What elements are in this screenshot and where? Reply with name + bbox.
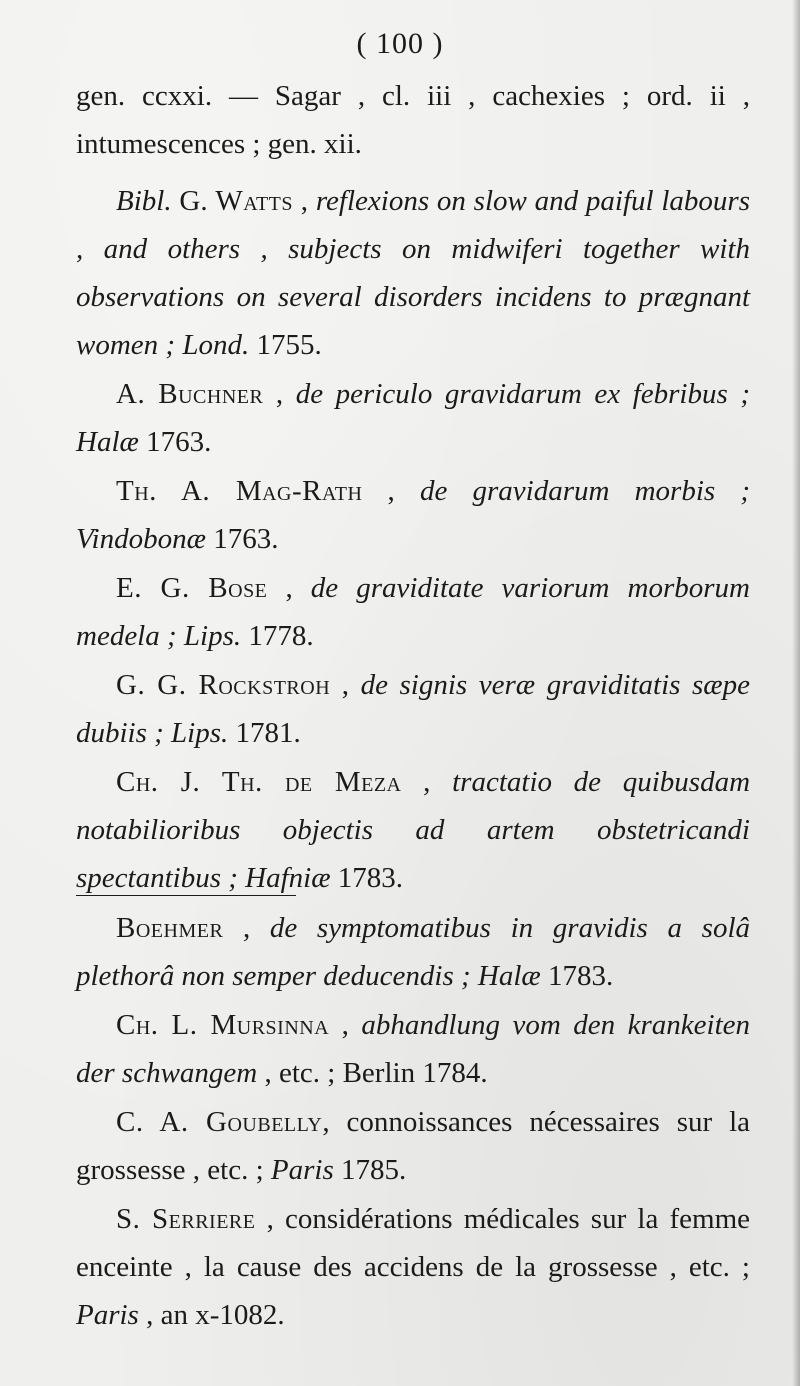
publication-details: , etc. ; Berlin 1784. <box>257 1057 488 1089</box>
bibl-label: Bibl. <box>116 185 172 217</box>
work-title: , considérations médicales sur la femme enceinte , la cause des accidens de la grossesse , etc. ; <box>76 1203 750 1283</box>
author-initial: G. <box>171 185 216 217</box>
author-name: Ch. J. Th. de Meza <box>116 766 402 798</box>
author-name: S. Serriere <box>116 1203 256 1235</box>
work-title: abhandlung vom den krankeiten der schwangem <box>76 1009 751 1089</box>
bibliography-entry-mursinna <box>76 1001 750 1097</box>
author-name: Watts <box>215 185 294 217</box>
publication-year: 1783. <box>330 862 404 894</box>
author-name: G. G. Rockstroh <box>116 669 331 701</box>
publication-year: 1755. <box>249 329 322 361</box>
author-name: A. Buchner <box>116 378 264 410</box>
bibliography-entry-boehmer <box>76 904 750 1000</box>
publication-year: , an x-1082. <box>138 1299 285 1331</box>
bibliography-entry-mag-rath <box>76 467 750 563</box>
bibliography-entry-de-meza <box>76 758 750 902</box>
separator: , <box>263 378 296 410</box>
publication-year: 1763. <box>205 523 279 555</box>
work-title: de periculo gravidarum ex febribus ; Halæ <box>76 378 751 458</box>
page-number: ( 100 ) <box>356 27 444 60</box>
bibliography-entry-bose <box>76 564 750 660</box>
separator: , <box>329 1009 362 1041</box>
bibliography-entry-watts <box>76 177 750 369</box>
classification-paragraph <box>76 72 750 168</box>
separator: , <box>267 572 311 604</box>
page-body <box>76 72 750 1340</box>
bibliography-entry-rockstroh <box>76 661 750 757</box>
classification-text: gen. ccxxi. — Sagar , cl. iii , cachexies ; ord. ii , intumescences ; gen. xii. <box>76 80 750 160</box>
work-title: de gravidarum morbis ; Vindobonæ <box>76 475 751 555</box>
separator: , <box>401 766 453 798</box>
separator: , <box>362 475 420 507</box>
work-title: de symptomatibus in gravidis a solâ plethorâ non semper deducendis ; Halæ <box>76 912 750 992</box>
page-edge-shadow <box>792 0 800 1386</box>
publication-year: 1783. <box>540 960 614 992</box>
separator: , <box>330 669 361 701</box>
publication-place: Paris <box>270 1154 334 1186</box>
author-name: Ch. L. Mursinna <box>116 1009 330 1041</box>
separator: , <box>293 185 316 217</box>
publication-year: 1763. <box>138 426 212 458</box>
author-name: C. A. Goubelly <box>116 1106 323 1138</box>
bibliography-entry-serriere <box>76 1195 750 1339</box>
publication-place: Paris <box>76 1299 139 1331</box>
publication-year: 1781. <box>228 717 301 749</box>
work-title: , connoissances nécessaires sur la grossesse , etc. ; <box>76 1106 750 1186</box>
author-name: Th. A. Mag-Rath <box>116 475 363 507</box>
work-title: reflexions on slow and paiful labours , and others , subjects on midwiferi together with observations on several disorders incidens to prægnant women ; Lond. <box>76 185 750 361</box>
work-title: tractatio de quibusdam notabilioribus objectis ad artem obstetricandi spectantibus ; Hafniæ <box>76 766 751 894</box>
bibliography-entry-buchner <box>76 370 750 466</box>
author-name: Boehmer <box>116 912 224 944</box>
work-title: de signis veræ graviditatis sæpe dubiis ; Lips. <box>76 669 750 749</box>
author-name: E. G. Bose <box>116 572 268 604</box>
separator: , <box>223 912 270 944</box>
bibliography-entry-goubelly <box>76 1098 750 1194</box>
work-title: de graviditate variorum morborum medela ; Lips. <box>76 572 750 652</box>
publication-year: 1778. <box>241 620 314 652</box>
publication-year: 1785. <box>333 1154 407 1186</box>
